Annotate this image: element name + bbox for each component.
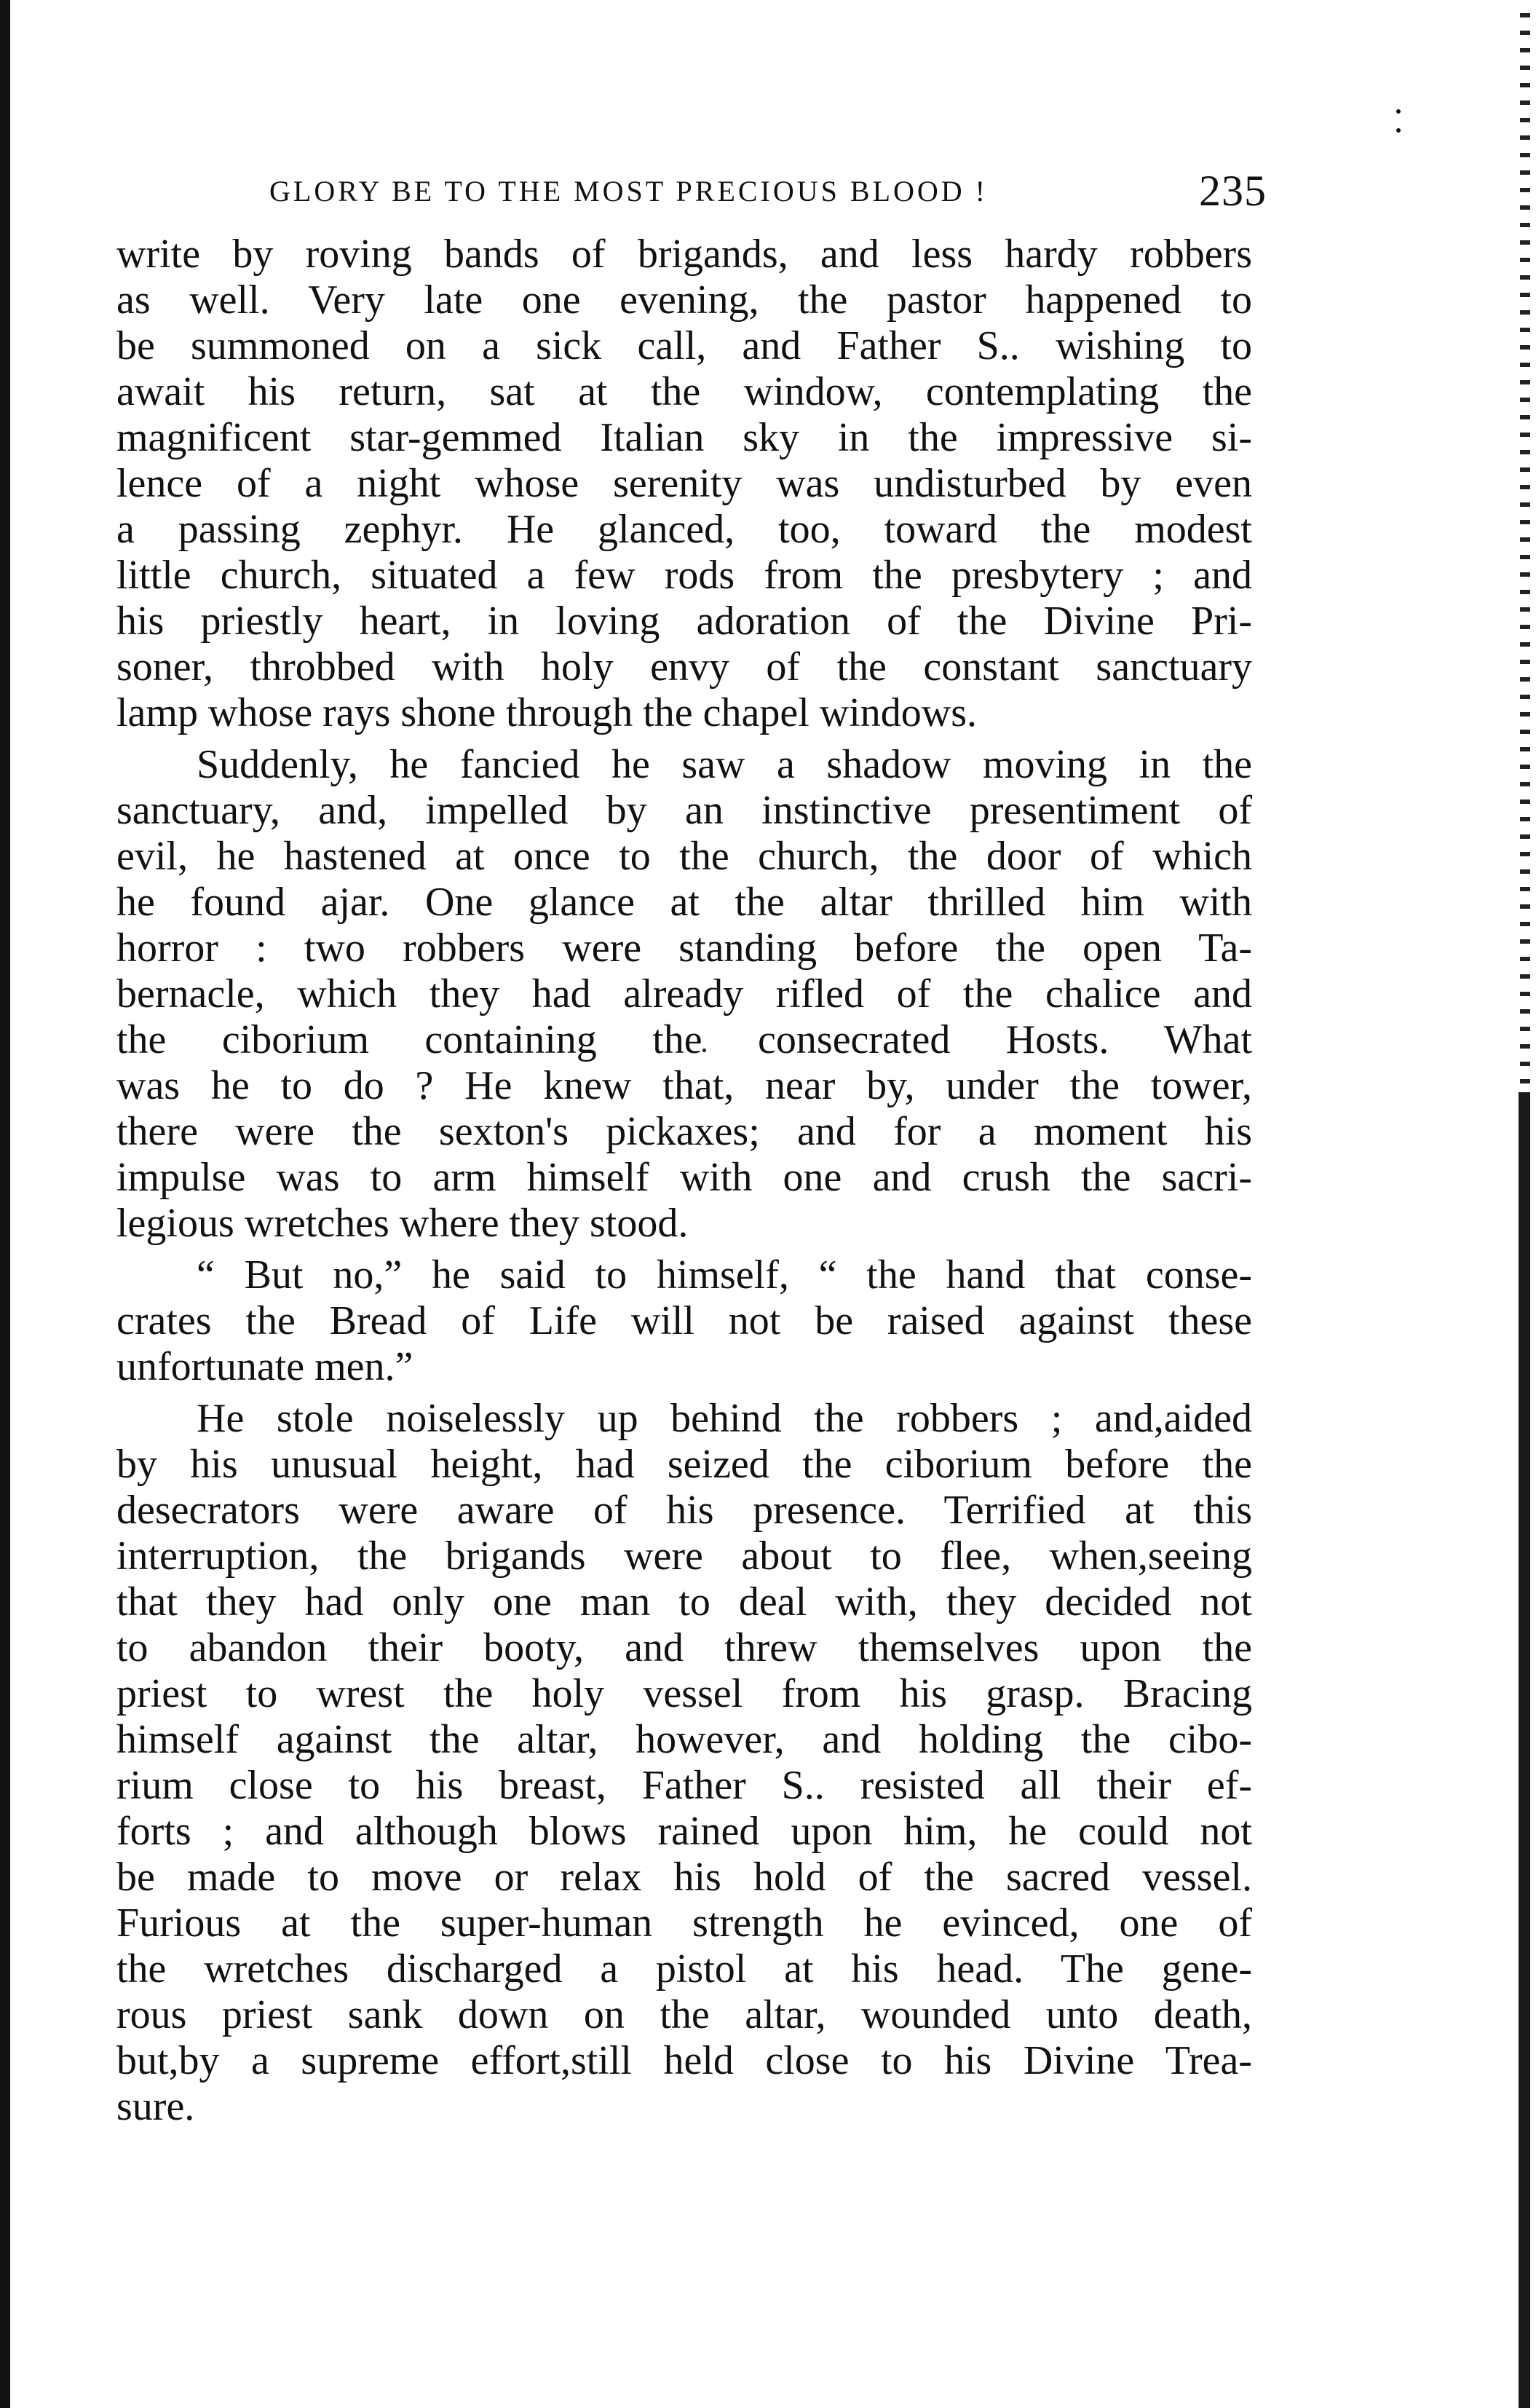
paragraph-1 bbox=[116, 232, 1252, 736]
paragraph-4 bbox=[116, 1396, 1252, 2130]
text-line: impulse was to arm himself with one and crush the sacri- bbox=[116, 1155, 1252, 1200]
text-line: rous priest sank down on the altar, wounded unto death, bbox=[116, 1992, 1252, 2037]
text-line: interruption, the brigands were about to flee, when,seeing bbox=[116, 1533, 1252, 1579]
body-text bbox=[116, 232, 1252, 2136]
text-line: to abandon their booty, and threw themselves upon the bbox=[116, 1625, 1252, 1670]
text-line: but,by a supreme effort,still held close to his Divine Trea- bbox=[116, 2038, 1252, 2083]
text-line: sure. bbox=[116, 2084, 195, 2129]
text-line: his priestly heart, in loving adoration of the Divine Pri- bbox=[116, 599, 1252, 644]
text-line: write by roving bands of brigands, and less hardy robbers bbox=[116, 232, 1252, 277]
text-line: evil, he hastened at once to the church, the door of which bbox=[116, 834, 1252, 879]
page-number: 235 bbox=[1199, 166, 1267, 215]
text-line: be summoned on a sick call, and Father S.. wishing to bbox=[116, 323, 1252, 368]
text-line: as well. Very late one evening, the pastor happened to bbox=[116, 277, 1252, 323]
text-line: himself against the altar, however, and holding the cibo- bbox=[116, 1717, 1252, 1762]
text-line: soner, throbbed with holy envy of the constant sanctuary bbox=[116, 644, 1252, 690]
text-line: he found ajar. One glance at the altar thrilled him with bbox=[116, 880, 1252, 925]
text-line: little church, situated a few rods from the presbytery ; and bbox=[116, 553, 1252, 598]
paragraph-2 bbox=[116, 742, 1252, 1247]
text-line: rium close to his breast, Father S.. resisted all their ef- bbox=[116, 1763, 1252, 1808]
text-line: be made to move or relax his hold of the sacred vessel. bbox=[116, 1855, 1252, 1900]
text-line: magnificent star-gemmed Italian sky in the impressive si- bbox=[116, 415, 1252, 460]
text-line: “ But no,” he said to himself, “ the hand that conse- bbox=[197, 1252, 1252, 1298]
text-line: horror : two robbers were standing before the open Ta- bbox=[116, 925, 1252, 971]
text-line: lence of a night whose serenity was undisturbed by even bbox=[116, 461, 1252, 506]
text-line: crates the Bread of Life will not be raised against these bbox=[116, 1298, 1252, 1343]
text-line: sanctuary, and, impelled by an instinctive presentiment of bbox=[116, 788, 1252, 833]
text-line: that they had only one man to deal with, they decided not bbox=[116, 1579, 1252, 1625]
scan-speck bbox=[1396, 109, 1401, 114]
text-line: forts ; and although blows rained upon him, he could not bbox=[116, 1809, 1252, 1854]
text-line: by his unusual height, had seized the ciborium before the bbox=[116, 1442, 1252, 1487]
right-binding-shadow bbox=[1519, 1092, 1530, 2408]
text-line: lamp whose rays shone through the chapel windows. bbox=[116, 690, 977, 735]
text-line: Furious at the super-human strength he evinced, one of bbox=[116, 1900, 1252, 1946]
text-line: bernacle, which they had already rifled of the chalice and bbox=[116, 971, 1252, 1017]
text-line: the ciborium containing the consecrated Hosts. What bbox=[116, 1017, 1252, 1062]
running-head bbox=[269, 162, 1267, 220]
text-line: legious wretches where they stood. bbox=[116, 1201, 689, 1246]
text-line: was he to do ? He knew that, near by, under the tower, bbox=[116, 1063, 1252, 1108]
text-line: a passing zephyr. He glanced, too, toward the modest bbox=[116, 507, 1252, 552]
text-line: unfortunate men.” bbox=[116, 1344, 413, 1389]
text-line: desecrators were aware of his presence. Terrified at this bbox=[116, 1488, 1252, 1533]
scan-speck bbox=[1396, 128, 1401, 133]
running-title: GLORY BE TO THE MOST PRECIOUS BLOOD ! bbox=[269, 174, 988, 208]
text-line: priest to wrest the holy vessel from his grasp. Bracing bbox=[116, 1671, 1252, 1716]
text-line: the wretches discharged a pistol at his head. The gene- bbox=[116, 1946, 1252, 1991]
text-line: Suddenly, he fancied he saw a shadow moving in the bbox=[197, 742, 1252, 787]
left-page-edge bbox=[0, 0, 10, 2408]
text-line: await his return, sat at the window, contemplating the bbox=[116, 369, 1252, 414]
text-line: there were the sexton's pickaxes; and for a moment his bbox=[116, 1109, 1252, 1154]
text-line: He stole noiselessly up behind the robbers ; and,aided bbox=[197, 1396, 1252, 1441]
paragraph-3 bbox=[116, 1252, 1252, 1390]
